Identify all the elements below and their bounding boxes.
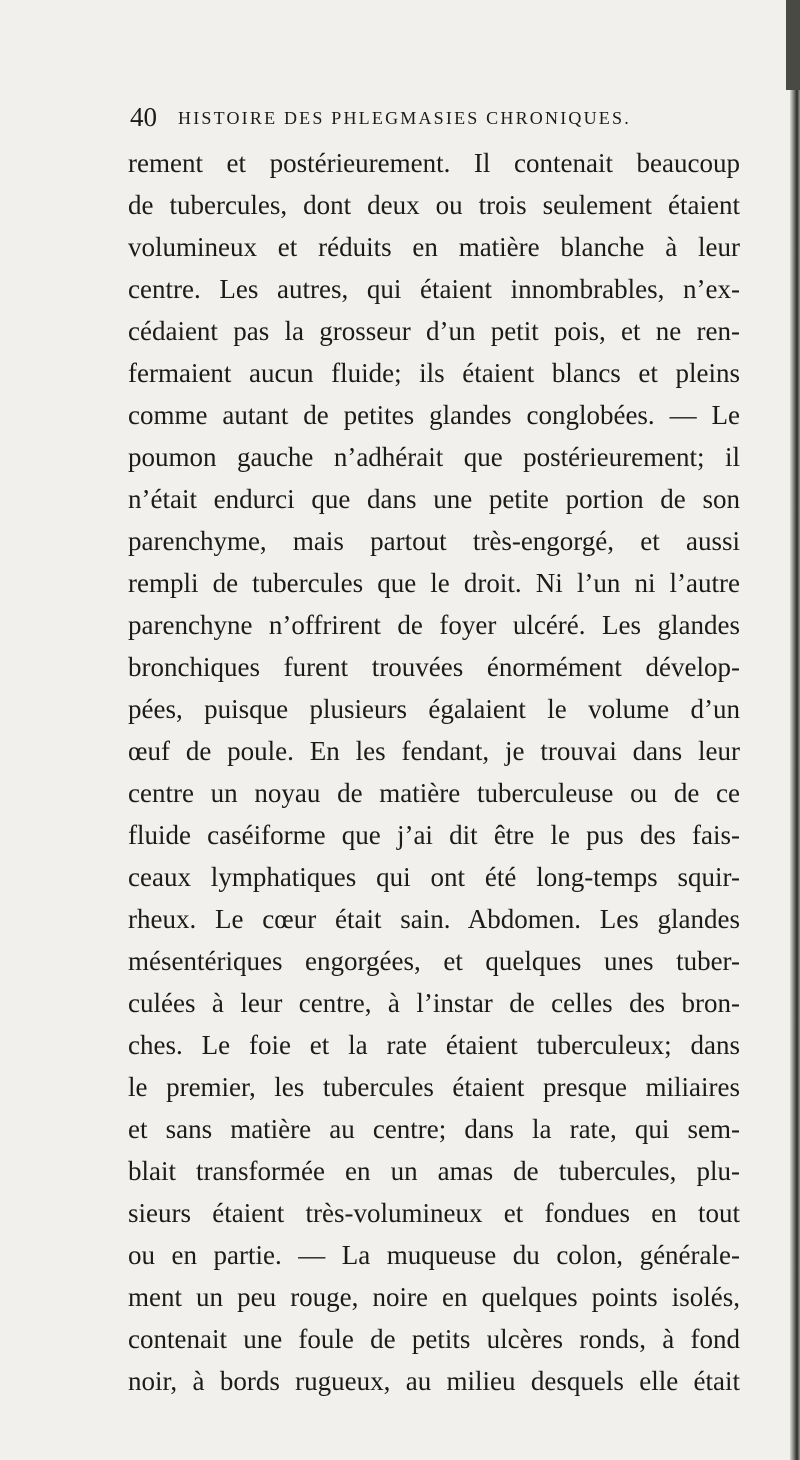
text-line: centre. Les autres, qui étaient innombrables, n’ex- xyxy=(128,274,740,304)
text-line: bronchiques furent trouvées énormément dévelop- xyxy=(128,652,740,682)
text-line: rheux. Le cœur était sain. Abdomen. Les glandes xyxy=(128,904,740,934)
text-line: parenchyne n’offrirent de foyer ulcéré. Les glandes xyxy=(128,610,740,640)
text-line: centre un noyau de matière tuberculeuse ou de ce xyxy=(128,778,740,808)
text-line: n’était endurci que dans une petite portion de son xyxy=(128,484,740,514)
text-line: de tubercules, dont deux ou trois seulement étaient xyxy=(128,190,740,220)
text-line: poumon gauche n’adhérait que postérieurement; il xyxy=(128,442,740,472)
text-line: mésentériques engorgées, et quelques unes tuber- xyxy=(128,946,740,976)
text-line: rempli de tubercules que le droit. Ni l’un ni l’autre xyxy=(128,568,740,598)
text-line: culées à leur centre, à l’instar de celles des bron- xyxy=(128,988,740,1018)
page-number: 40 xyxy=(130,102,157,132)
text-line: noir, à bords rugueux, au milieu desquels elle était xyxy=(128,1366,740,1396)
running-head xyxy=(130,102,730,132)
text-line: rement et postérieurement. Il contenait beaucoup xyxy=(128,148,740,178)
text-line: ou en partie. — La muqueuse du colon, générale- xyxy=(128,1240,740,1270)
running-title: HISTOIRE DES PHLEGMASIES CHRONIQUES. xyxy=(178,108,631,128)
text-line: le premier, les tubercules étaient presque miliaires xyxy=(128,1072,740,1102)
text-line: contenait une foule de petits ulcères ronds, à fond xyxy=(128,1324,740,1354)
text-line: œuf de poule. En les fendant, je trouvai dans leur xyxy=(128,736,740,766)
body-text xyxy=(128,142,740,1402)
page-edge-tab xyxy=(786,0,800,90)
text-line: ches. Le foie et la rate étaient tuberculeux; dans xyxy=(128,1030,740,1060)
text-line: ment un peu rouge, noire en quelques points isolés, xyxy=(128,1282,740,1312)
text-line: sieurs étaient très-volumineux et fondues en tout xyxy=(128,1198,740,1228)
text-line: parenchyme, mais partout très-engorgé, et aussi xyxy=(128,526,740,556)
text-line: fluide caséiforme que j’ai dit être le pus des fais- xyxy=(128,820,740,850)
text-line: fermaient aucun fluide; ils étaient blancs et pleins xyxy=(128,358,740,388)
text-line: pées, puisque plusieurs égalaient le volume d’un xyxy=(128,694,740,724)
text-line: cédaient pas la grosseur d’un petit pois, et ne ren- xyxy=(128,316,740,346)
text-line: comme autant de petites glandes conglobées. — Le xyxy=(128,400,740,430)
text-line: et sans matière au centre; dans la rate, qui sem- xyxy=(128,1114,740,1144)
text-line: ceaux lymphatiques qui ont été long-temps squir- xyxy=(128,862,740,892)
text-line: volumineux et réduits en matière blanche à leur xyxy=(128,232,740,262)
text-line: blait transformée en un amas de tubercules, plu- xyxy=(128,1156,740,1186)
page-edge xyxy=(790,0,800,1460)
